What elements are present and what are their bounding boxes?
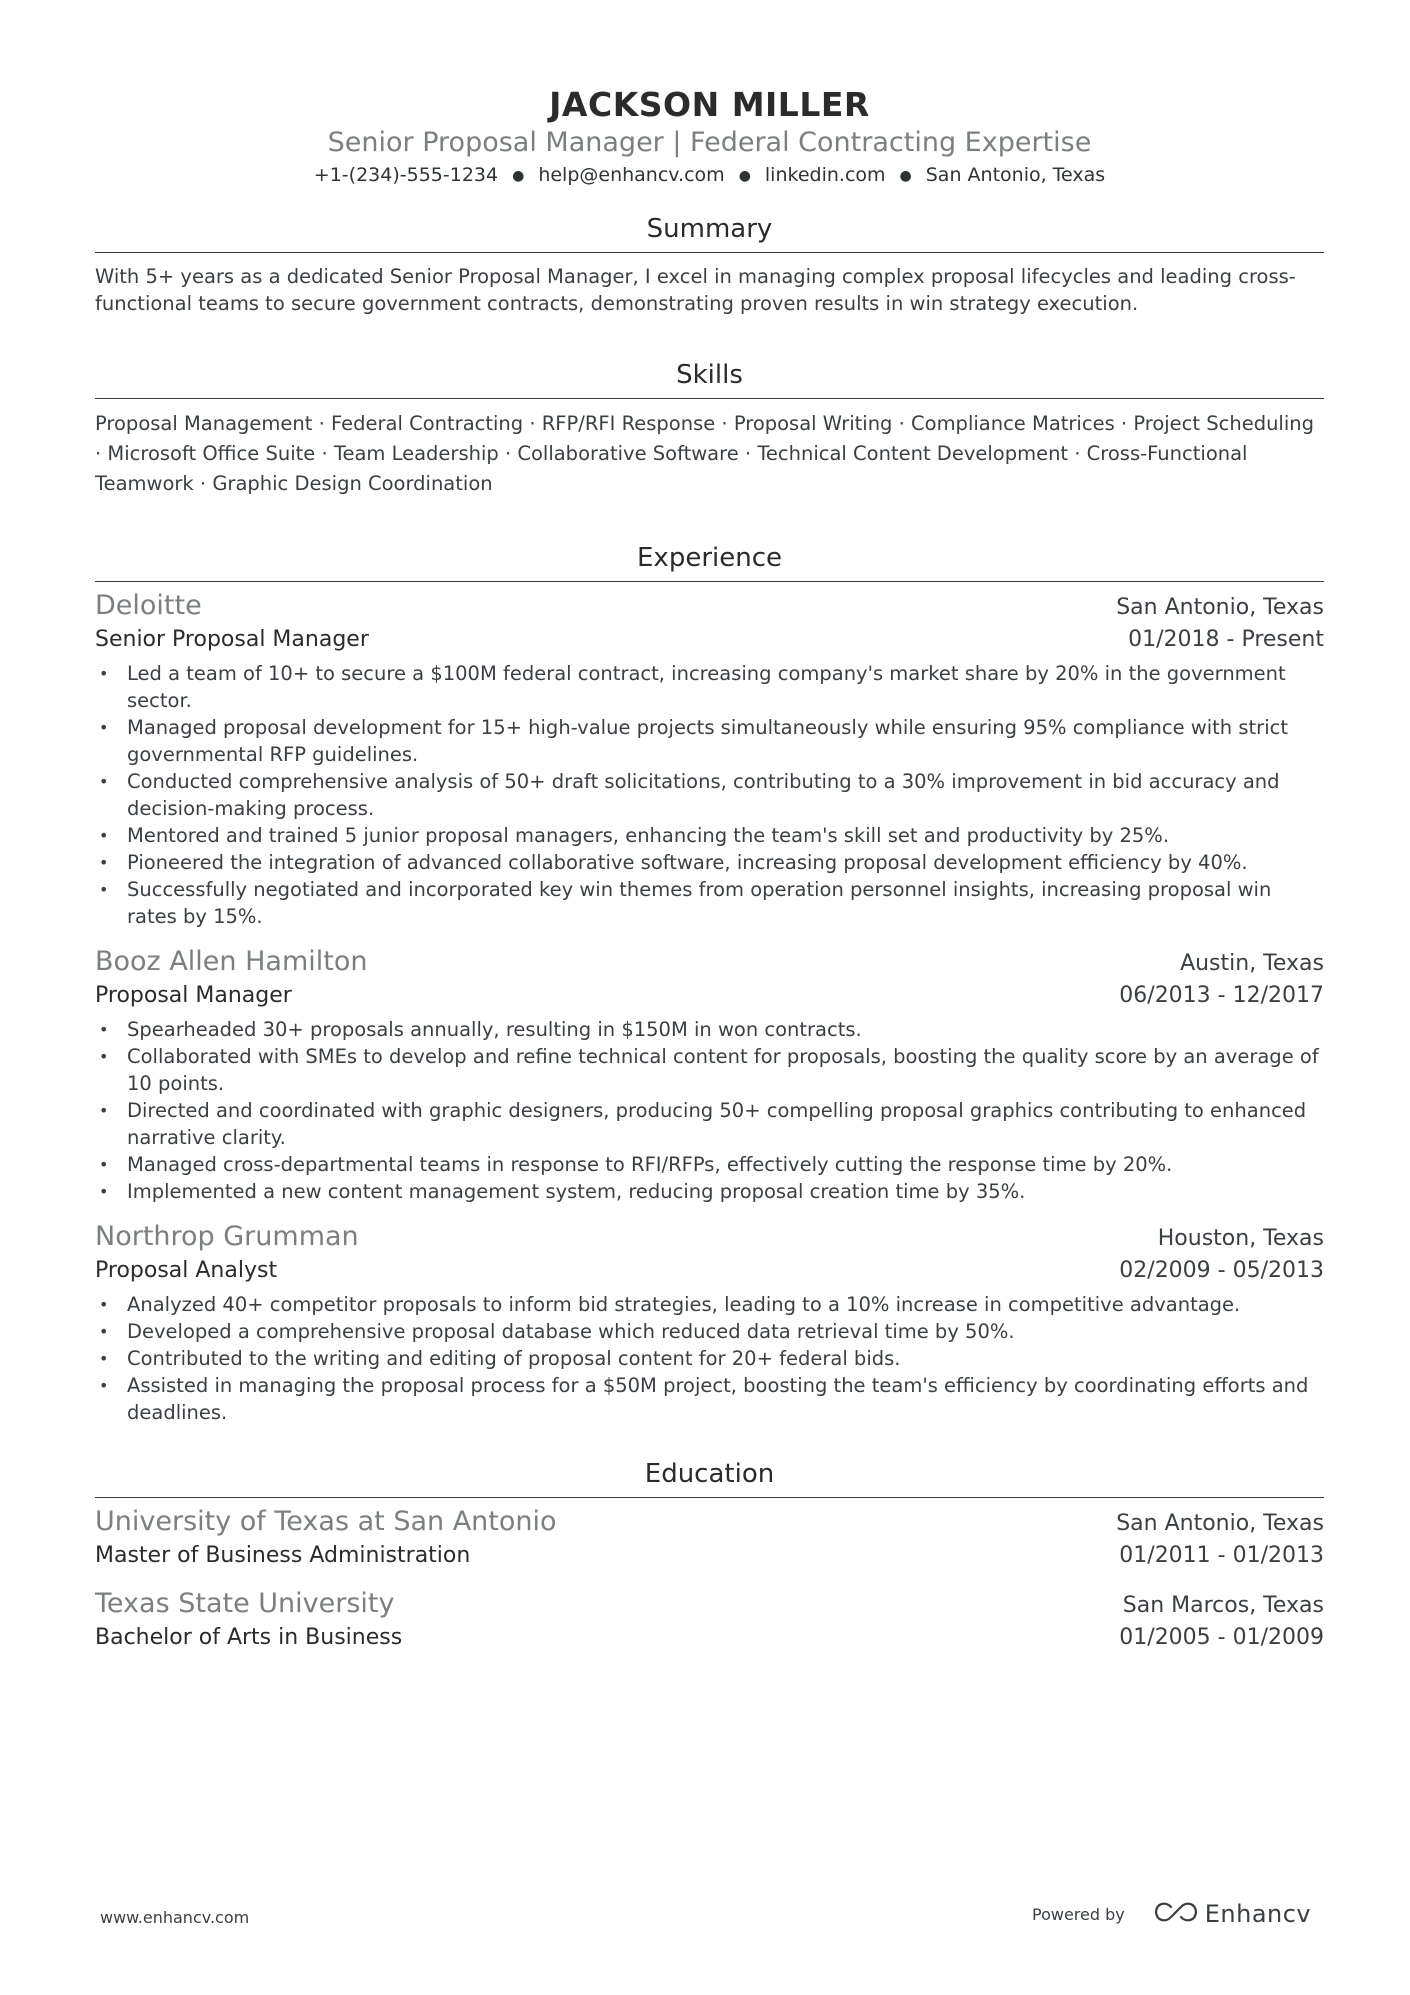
bullet-item: • Directed and coordinated with graphic designers, producing 50+ compelling proposal graphics contributing to enhanced narrative clarity. bbox=[95, 1097, 1324, 1151]
job-dates: 01/2018 - Present bbox=[1128, 627, 1324, 652]
summary-text: With 5+ years as a dedicated Senior Proposal Manager, I excel in managing complex proposal lifecycles and leading cross-functional teams to secure government contracts, demonstrating proven results in win strategy execution. bbox=[95, 265, 1296, 315]
bullet-item: • Successfully negotiated and incorporated key win themes from operation personnel insights, increasing proposal win rates by 15%. bbox=[95, 876, 1324, 930]
job-location: Houston, Texas bbox=[1157, 1226, 1324, 1251]
bullet-item: • Developed a comprehensive proposal database which reduced data retrieval time by 50%. bbox=[95, 1318, 1324, 1345]
resume-page bbox=[95, 0, 1324, 1995]
linkedin-link[interactable]: linkedin.com bbox=[764, 164, 886, 186]
powered-by-label: Powered by bbox=[1032, 1904, 1125, 1924]
bullet-item: • Implemented a new content management system, reducing proposal creation time by 35%. bbox=[95, 1178, 1324, 1205]
bullet-item: • Conducted comprehensive analysis of 50+ draft solicitations, contributing to a 30% improvement in bid accuracy and decision-making process. bbox=[95, 768, 1324, 822]
job-role: Proposal Manager bbox=[95, 983, 292, 1008]
education-dates: 01/2011 - 01/2013 bbox=[1119, 1543, 1324, 1568]
section-heading-experience: Experience bbox=[95, 541, 1324, 582]
bullet-item: • Contributed to the writing and editing of proposal content for 20+ federal bids. bbox=[95, 1345, 1324, 1372]
separator-dot-icon: ● bbox=[738, 167, 751, 184]
education-entry bbox=[95, 1504, 1324, 1572]
resume-header bbox=[95, 85, 1324, 190]
job-location: Austin, Texas bbox=[1180, 951, 1324, 976]
separator-dot-icon: ● bbox=[899, 167, 912, 184]
summary-section bbox=[95, 212, 1324, 317]
section-heading-skills: Skills bbox=[95, 358, 1324, 399]
school-name: Texas State University bbox=[95, 1588, 395, 1619]
bullet-item: • Analyzed 40+ competitor proposals to inform bid strategies, leading to a 10% increase in competitive advantage. bbox=[95, 1291, 1324, 1318]
education-dates: 01/2005 - 01/2009 bbox=[1119, 1625, 1324, 1650]
bullet-item: • Managed cross-departmental teams in response to RFI/RFPs, effectively cutting the response time by 20%. bbox=[95, 1151, 1324, 1178]
education-section bbox=[95, 1457, 1324, 1654]
phone: +1-(234)-555-1234 bbox=[313, 164, 499, 186]
degree: Bachelor of Arts in Business bbox=[95, 1625, 403, 1650]
job-entry bbox=[95, 1219, 1324, 1426]
school-location: San Marcos, Texas bbox=[1122, 1593, 1324, 1618]
bullet-item: • Collaborated with SMEs to develop and refine technical content for proposals, boosting the quality score by an average of 10 points. bbox=[95, 1043, 1324, 1097]
company-name: Booz Allen Hamilton bbox=[95, 946, 368, 977]
job-dates: 06/2013 - 12/2017 bbox=[1119, 983, 1324, 1008]
candidate-title: Senior Proposal Manager | Federal Contracting Expertise bbox=[327, 127, 1092, 158]
job-location: San Antonio, Texas bbox=[1116, 595, 1324, 620]
job-bullets bbox=[95, 660, 1324, 930]
footer-branding[interactable] bbox=[1032, 1900, 1311, 1928]
skills-text: Proposal Management · Federal Contracting · RFP/RFI Response · Proposal Writing · Compliance Matrices · Project Scheduling · Microsoft Office Suite · Team Leadership · Collaborative Software · Technical Content Development · Cross-Functional Teamwork · Graphic Design Coordination bbox=[95, 412, 1315, 495]
company-name: Northrop Grumman bbox=[95, 1221, 359, 1252]
job-dates: 02/2009 - 05/2013 bbox=[1119, 1258, 1324, 1283]
job-entry bbox=[95, 944, 1324, 1205]
bullet-item: • Managed proposal development for 15+ high-value projects simultaneously while ensuring 95% compliance with strict governmental RFP guidelines. bbox=[95, 714, 1324, 768]
school-location: San Antonio, Texas bbox=[1116, 1511, 1324, 1536]
degree: Master of Business Administration bbox=[95, 1543, 471, 1568]
brand-name: Enhancv bbox=[1204, 1900, 1312, 1928]
footer-website-link[interactable]: www.enhancv.com bbox=[100, 1908, 250, 1927]
bullet-item: • Assisted in managing the proposal process for a $50M project, boosting the team's efficiency by coordinating efforts and deadlines. bbox=[95, 1372, 1324, 1426]
education-entry bbox=[95, 1586, 1324, 1654]
bullet-item: • Spearheaded 30+ proposals annually, resulting in $150M in won contracts. bbox=[95, 1016, 1324, 1043]
company-name: Deloitte bbox=[95, 590, 202, 621]
location: San Antonio, Texas bbox=[925, 164, 1106, 186]
job-bullets bbox=[95, 1291, 1324, 1426]
job-role: Senior Proposal Manager bbox=[95, 627, 369, 652]
section-heading-summary: Summary bbox=[95, 212, 1324, 253]
email-link[interactable]: help@enhancv.com bbox=[538, 164, 725, 186]
bullet-item: • Mentored and trained 5 junior proposal managers, enhancing the team's skill set and productivity by 25%. bbox=[95, 822, 1324, 849]
enhancv-logo-icon bbox=[1153, 1901, 1199, 1927]
candidate-name: JACKSON MILLER bbox=[549, 85, 870, 124]
skills-section bbox=[95, 358, 1324, 499]
separator-dot-icon: ● bbox=[512, 167, 525, 184]
section-heading-education: Education bbox=[95, 1457, 1324, 1498]
job-entry bbox=[95, 588, 1324, 930]
job-bullets bbox=[95, 1016, 1324, 1205]
school-name: University of Texas at San Antonio bbox=[95, 1506, 557, 1537]
bullet-item: • Led a team of 10+ to secure a $100M federal contract, increasing company's market share by 20% in the government sector. bbox=[95, 660, 1324, 714]
job-role: Proposal Analyst bbox=[95, 1258, 278, 1283]
bullet-item: • Pioneered the integration of advanced collaborative software, increasing proposal development efficiency by 40%. bbox=[95, 849, 1324, 876]
contact-line bbox=[95, 161, 1324, 190]
experience-section bbox=[95, 541, 1324, 1426]
